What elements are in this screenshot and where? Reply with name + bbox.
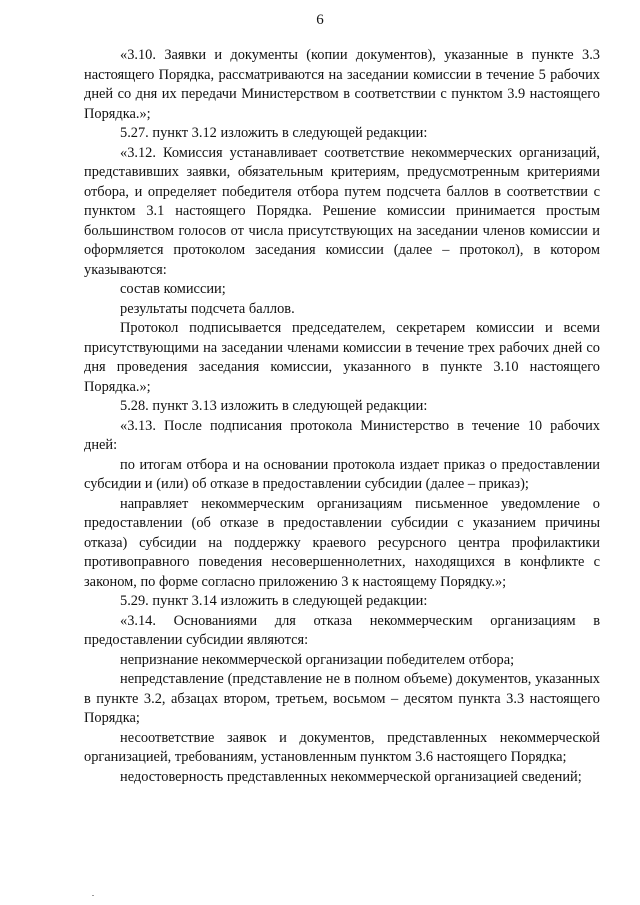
paragraph-3-12: «3.12. Комиссия устанавливает соответствие некоммерческих организаций, представивших заявки, обязательным критериям, предусмотренным критериями отбора, и определяет победителя отбора путем подсчета баллов в соответствии с пунктом 3.1 настоящего Порядка. Решение комиссии принимается простым большинством голосов от числа присутствующих на заседании членов комиссии и оформляется протоколом заседания комиссии (далее – протокол), в котором указываются:: [84, 144, 600, 278]
paragraph-3-14: «3.14. Основаниями для отказа некоммерческим организациям в предоставлении субсидии являются:: [84, 612, 600, 648]
paragraph-5-27: 5.27. пункт 3.12 изложить в следующей редакции:: [120, 125, 428, 141]
page-number: 6: [316, 12, 324, 28]
paragraph-5-29: 5.29. пункт 3.14 изложить в следующей редакции:: [120, 593, 428, 609]
list-item-notification: направляет некоммерческим организациям письменное уведомление о предоставлении (об отказе в предоставлении субсидии с указанием причины отказа) субсидии на поддержку краевого ресурсного центра профилактики противоправного поведения несовершеннолетних, находящихся в конфликте с законом, по форме согласно приложению 3 к настоящему Порядку.»;: [84, 495, 600, 590]
list-item-committee-composition: состав комиссии;: [120, 281, 226, 297]
list-item-scoring-results: результаты подсчета баллов.: [120, 300, 295, 317]
list-item-non-compliance: несоответствие заявок и документов, представленных некоммерческой организацией, требованиям, установленным пунктом 3.6 настоящего Порядка;: [84, 729, 600, 765]
list-item-not-winner: непризнание некоммерческой организации победителем отбора;: [120, 651, 515, 668]
list-item-order-issuance: по итогам отбора и на основании протокола издает приказ о предоставлении субсидии и (или) об отказе в предоставлении субсидии (далее – приказ);: [84, 456, 600, 492]
scan-speck: [92, 895, 94, 896]
paragraph-3-13: «3.13. После подписания протокола Министерство в течение 10 рабочих дней:: [84, 417, 600, 453]
paragraph-5-28: 5.28. пункт 3.13 изложить в следующей редакции:: [120, 398, 428, 414]
document-body: [84, 46, 600, 787]
paragraph-3-10: «3.10. Заявки и документы (копии документов), указанные в пункте 3.3 настоящего Порядка, рассматриваются на заседании комиссии в течение 5 рабочих дней со дня их передачи Министерством в соответствии с пунктом 3.9 настоящего Порядка.»;: [84, 47, 600, 122]
list-item-false-information: недостоверность представленных некоммерческой организацией сведений;: [120, 768, 582, 785]
list-item-missing-documents: непредставление (представление не в полном объеме) документов, указанных в пункте 3.2, абзацах втором, третьем, восьмом – десятом пункта 3.3 настоящего Порядка;: [84, 671, 600, 726]
paragraph-protocol-signing: Протокол подписывается председателем, секретарем комиссии и всеми присутствующими на заседании членами комиссии в течение трех рабочих дней со дня проведения заседания комиссии, указанного в пункте 3.10 настоящего Порядка.»;: [84, 320, 600, 395]
